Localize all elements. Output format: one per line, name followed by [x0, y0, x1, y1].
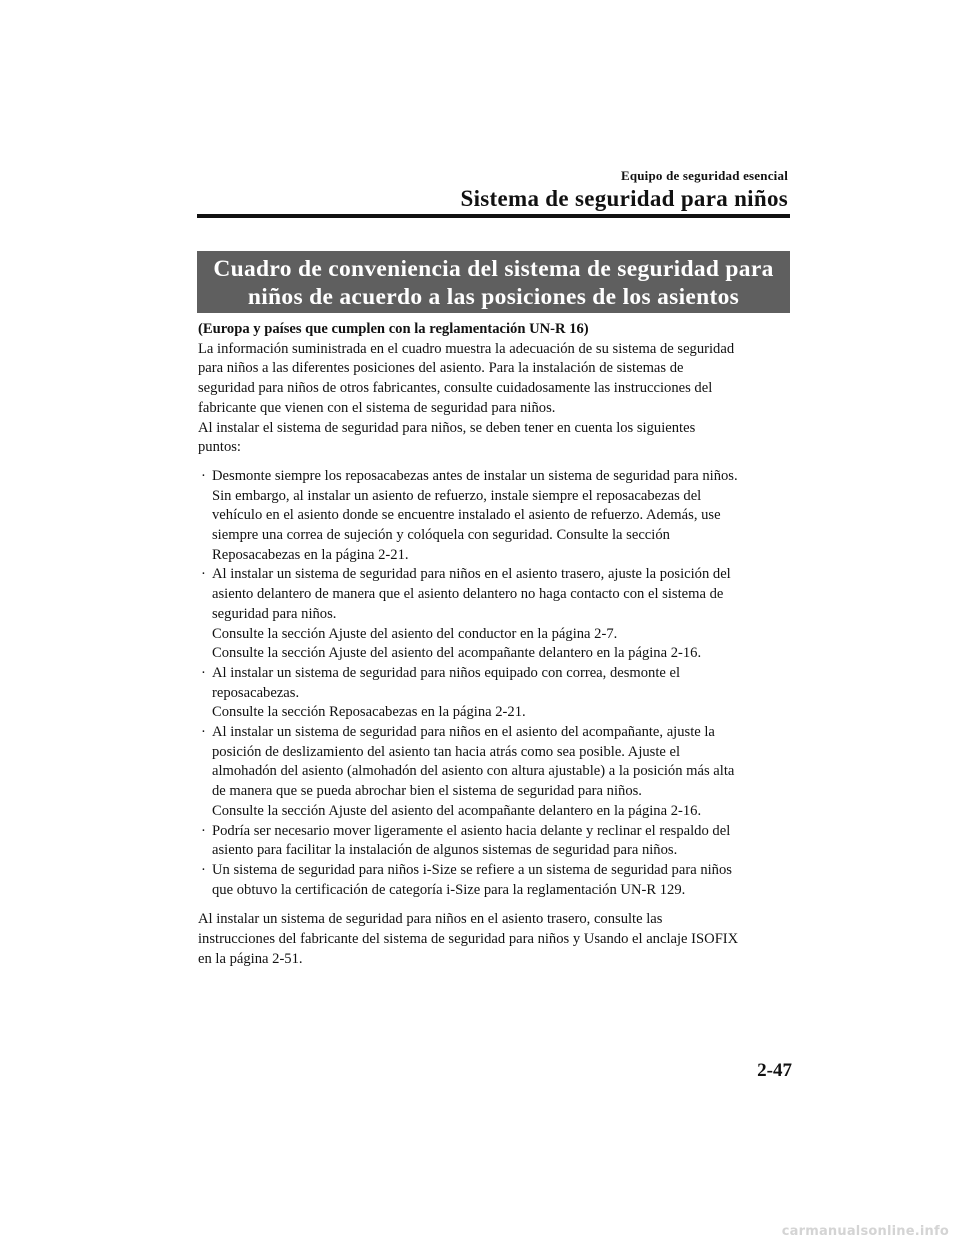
- closing-line: instrucciones del fabricante del sistema de seguridad para niños y Usando el anclaje ISOFIX: [198, 931, 739, 948]
- intro-line: Al instalar el sistema de seguridad para niños, se deben tener en cuenta los siguientes: [198, 419, 696, 436]
- bullet-line: asiento para facilitar la instalación de algunos sistemas de seguridad para niños.: [212, 842, 678, 859]
- bullet-line: Podría ser necesario mover ligeramente el asiento hacia delante y reclinar el respaldo del: [212, 822, 731, 839]
- intro-line: La información suministrada en el cuadro muestra la adecuación de su sistema de seguridad: [198, 340, 735, 357]
- bullet-marker: ·: [201, 566, 206, 583]
- header-divider: [197, 214, 790, 218]
- banner-line-1: Cuadro de conveniencia del sistema de seguridad para: [213, 256, 774, 282]
- bullet-line: Al instalar un sistema de seguridad para niños equipado con correa, desmonte el: [212, 664, 681, 681]
- bullet-line: Consulte la sección Reposacabezas en la página 2-21.: [212, 704, 526, 721]
- bullet-line: posición de deslizamiento del asiento tan hacia atrás como sea posible. Ajuste el: [212, 743, 681, 760]
- intro-paragraph: [198, 340, 798, 458]
- bullet-line: Sin embargo, al instalar un asiento de refuerzo, instale siempre el reposacabezas del: [212, 487, 702, 504]
- bullet-line: Al instalar un sistema de seguridad para niños en el asiento del acompañante, ajuste la: [212, 724, 715, 741]
- bullet-line: Consulte la sección Ajuste del asiento del conductor en la página 2-7.: [212, 625, 618, 642]
- bullet-line: Desmonte siempre los reposacabezas antes de instalar un sistema de seguridad para niños.: [212, 467, 738, 484]
- bullet-line: Al instalar un sistema de seguridad para niños en el asiento trasero, ajuste la posición del: [212, 566, 731, 583]
- list-item: [198, 565, 798, 664]
- bullet-line: de manera que se pueda abrochar bien el sistema de seguridad para niños.: [212, 783, 642, 800]
- bullet-marker: ·: [201, 861, 206, 878]
- closing-line: en la página 2-51.: [198, 950, 303, 967]
- closing-paragraph: [198, 910, 798, 969]
- bullet-line: Consulte la sección Ajuste del asiento del acompañante delantero en la página 2-16.: [212, 802, 702, 819]
- section-name: Equipo de seguridad esencial: [620, 168, 788, 183]
- list-item: [198, 664, 798, 723]
- bullet-line: Un sistema de seguridad para niños i-Size se refiere a un sistema de seguridad para niños: [212, 861, 732, 878]
- list-item: [198, 861, 798, 900]
- list-item: [198, 723, 798, 822]
- region-note: (Europa y países que cumplen con la reglamentación UN-R 16): [198, 321, 589, 337]
- bullet-marker: ·: [201, 467, 206, 484]
- bullet-marker: ·: [201, 664, 206, 681]
- bullet-marker: ·: [201, 822, 206, 839]
- bullet-line: seguridad para niños.: [212, 605, 337, 622]
- intro-line: puntos:: [198, 439, 241, 456]
- bullet-line: asiento delantero de manera que el asiento delantero no haga contacto con el sistema de: [212, 586, 724, 603]
- list-item: [198, 822, 798, 861]
- bullet-list: [198, 467, 798, 900]
- bullet-line: siempre una correa de sujeción y colóquela con seguridad. Consulte la sección: [212, 527, 670, 544]
- page-number: 2-47: [757, 1060, 792, 1081]
- list-item: [198, 467, 798, 566]
- bullet-line: vehículo en el asiento donde se encuentre instalado el asiento de refuerzo. Además, use: [212, 507, 721, 524]
- chapter-title: Sistema de seguridad para niños: [460, 186, 788, 211]
- bullet-line: almohadón del asiento (almohadón del asiento con altura ajustable) a la posición más alta: [212, 763, 735, 780]
- bullet-line: reposacabezas.: [212, 684, 300, 701]
- intro-line: fabricante que vienen con el sistema de seguridad para niños.: [198, 399, 556, 416]
- body-content: [198, 320, 798, 970]
- closing-line: Al instalar un sistema de seguridad para niños en el asiento trasero, consulte las: [198, 911, 663, 928]
- intro-line: seguridad para niños de otros fabricantes, consulte cuidadosamente las instrucciones del: [198, 380, 713, 397]
- section-banner: [197, 251, 790, 313]
- watermark-text: carmanualsonline.info: [781, 1224, 949, 1239]
- banner-line-2: niños de acuerdo a las posiciones de los asientos: [247, 284, 740, 310]
- bullet-line: Consulte la sección Ajuste del asiento del acompañante delantero en la página 2-16.: [212, 645, 702, 662]
- bullet-marker: ·: [201, 724, 206, 741]
- page-header: [460, 168, 788, 212]
- intro-line: para niños a las diferentes posiciones del asiento. Para la instalación de sistemas de: [198, 360, 684, 377]
- bullet-line: que obtuvo la certificación de categoría i-Size para la reglamentación UN-R 129.: [212, 881, 686, 898]
- bullet-line: Reposacabezas en la página 2-21.: [212, 546, 409, 563]
